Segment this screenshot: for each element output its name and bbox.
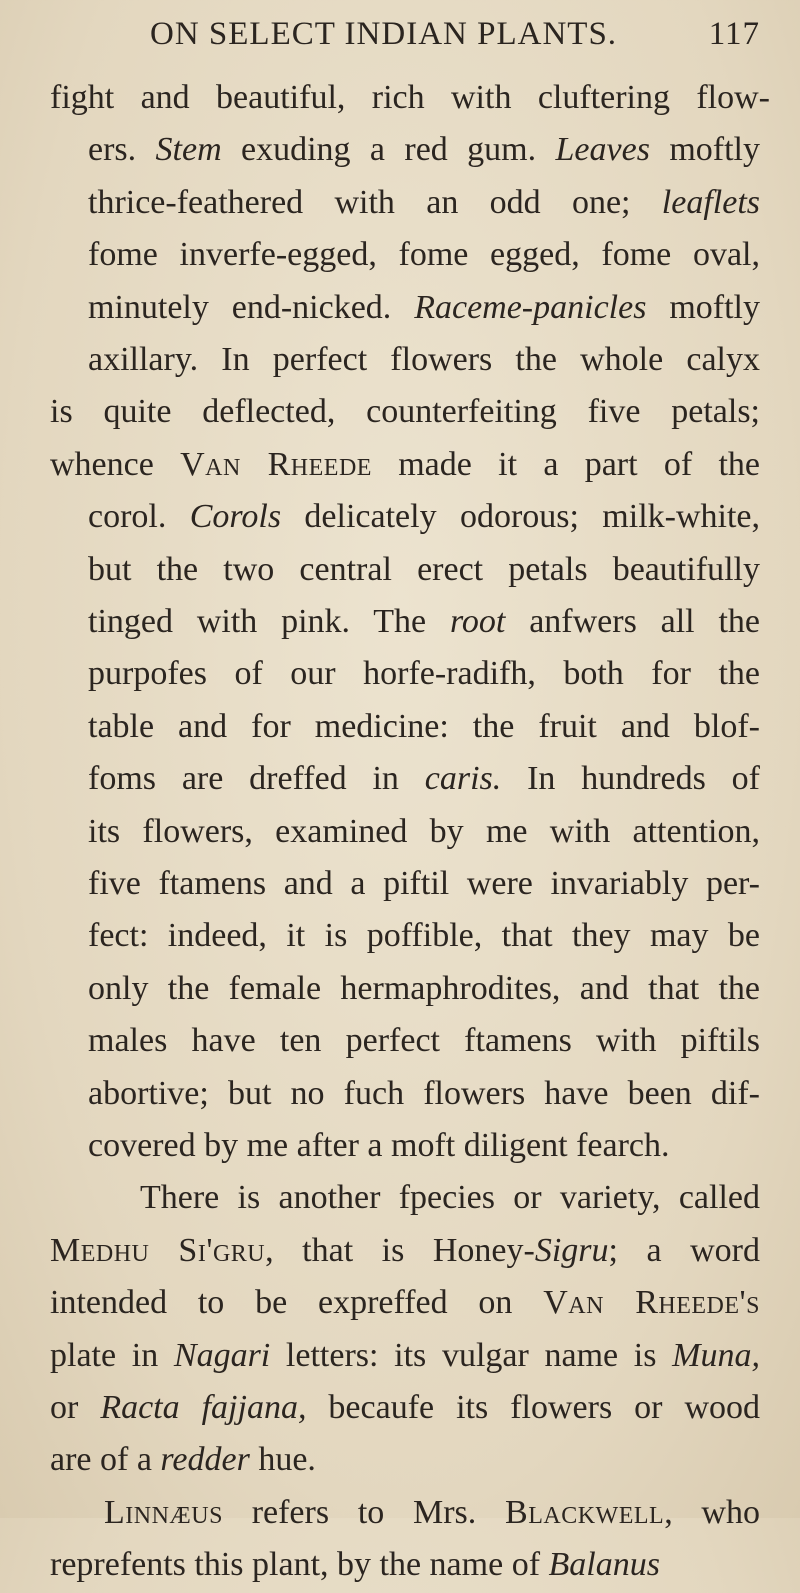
text-line bbox=[88, 280, 760, 336]
text-run: table and for medicine: the fruit and blof- bbox=[88, 707, 760, 745]
text-line bbox=[88, 699, 760, 755]
small-caps-text: Blackwell bbox=[505, 1493, 665, 1531]
text-line bbox=[88, 908, 760, 964]
text-line bbox=[88, 542, 760, 598]
text-line bbox=[88, 122, 760, 178]
text-line bbox=[50, 1380, 760, 1436]
page-number: 117 bbox=[708, 16, 760, 52]
text-run bbox=[180, 1389, 202, 1426]
text-run: ; a word bbox=[608, 1231, 760, 1269]
text-run: are of a bbox=[50, 1441, 161, 1479]
text-line bbox=[50, 1537, 760, 1593]
running-head bbox=[150, 16, 760, 60]
text-run: tinged with pink. The bbox=[88, 603, 450, 640]
italic-text: Sigru bbox=[534, 1231, 609, 1269]
text-run: whence bbox=[50, 445, 181, 483]
text-run: moftly bbox=[646, 288, 760, 326]
small-caps-text: Van Rheede bbox=[180, 445, 372, 483]
text-run: only the female hermaphrodites, and that the bbox=[88, 969, 760, 1007]
text-run: intended to be expreffed on bbox=[50, 1284, 544, 1322]
text-run: minutely end-nicked. bbox=[88, 288, 415, 326]
text-line bbox=[88, 1013, 760, 1069]
italic-text: Raceme-panicles bbox=[414, 288, 647, 326]
italic-text: redder bbox=[160, 1441, 250, 1479]
italic-text: Nagari bbox=[173, 1336, 271, 1374]
text-run: or bbox=[50, 1389, 101, 1426]
text-run: corol. bbox=[88, 498, 190, 536]
text-line bbox=[88, 175, 760, 231]
text-line bbox=[88, 856, 760, 912]
text-run: There is another fpecies or variety, called bbox=[140, 1179, 760, 1217]
text-run: fight and beautiful, rich with cluftering flow- bbox=[50, 79, 770, 116]
text-run: ers. bbox=[88, 131, 156, 169]
text-run: made it a part of the bbox=[371, 445, 760, 483]
text-run: exuding a red gum. bbox=[221, 131, 556, 169]
text-run: hue. bbox=[249, 1441, 316, 1479]
text-line bbox=[50, 70, 770, 126]
text-run: its flowers, examined by me with attention, bbox=[88, 812, 760, 850]
text-line bbox=[88, 961, 760, 1017]
italic-text: caris. bbox=[424, 760, 502, 798]
text-run: becaufe its flowers or wood bbox=[306, 1389, 761, 1426]
text-run: In hundreds of bbox=[501, 760, 761, 798]
text-run: moftly bbox=[649, 131, 760, 169]
small-caps-text: Medhu Si'gru bbox=[50, 1231, 266, 1269]
text-run: fome inverfe-egged, fome egged, fome oval, bbox=[88, 236, 760, 274]
text-line bbox=[88, 804, 760, 860]
text-run: fect: indeed, it is poffible, that they may be bbox=[88, 917, 760, 955]
text-line bbox=[140, 1170, 760, 1226]
text-run: , that is Honey- bbox=[265, 1231, 535, 1269]
italic-text: Stem bbox=[155, 131, 222, 169]
text-run: is quite deflected, counterfeiting five petals; bbox=[50, 393, 760, 431]
text-run: plate in bbox=[50, 1336, 174, 1374]
text-run: but the two central erect petals beautifully bbox=[88, 550, 760, 588]
italic-text: Corols bbox=[189, 498, 282, 536]
text-line bbox=[50, 437, 760, 493]
text-run: letters: its vulgar name is bbox=[270, 1336, 673, 1374]
text-run: anfwers all the bbox=[505, 603, 760, 640]
text-run: males have ten perfect ftamens with piftils bbox=[88, 1022, 760, 1060]
text-line bbox=[50, 1223, 760, 1279]
small-caps-text: Linnæus bbox=[104, 1493, 223, 1531]
text-run: purpofes of our horfe-radifh, both for the bbox=[88, 655, 760, 693]
italic-text: Muna, bbox=[672, 1336, 760, 1374]
text-run: abortive; but no fuch flowers have been dif- bbox=[88, 1074, 760, 1112]
text-line bbox=[50, 1275, 760, 1331]
text-run: thrice-feathered with an odd one; bbox=[88, 183, 662, 221]
small-caps-text: Van Rheede's bbox=[543, 1284, 760, 1322]
text-run: reprefents this plant, by the name of bbox=[50, 1546, 549, 1584]
italic-text: Balanus bbox=[548, 1546, 660, 1584]
text-line bbox=[104, 1485, 760, 1541]
italic-text: Leaves bbox=[555, 131, 650, 169]
italic-text: Racta bbox=[100, 1389, 180, 1426]
running-head-title: ON SELECT INDIAN PLANTS. bbox=[150, 16, 618, 52]
italic-text: leaflets bbox=[661, 183, 760, 221]
text-run: covered by me after a moft diligent fearch. bbox=[88, 1127, 670, 1164]
text-line bbox=[50, 1432, 760, 1488]
italic-text: root bbox=[449, 603, 506, 640]
text-run: delicately odorous; milk-white, bbox=[281, 498, 760, 536]
text-line bbox=[88, 594, 760, 650]
text-line bbox=[50, 1328, 760, 1384]
text-line bbox=[88, 646, 760, 702]
text-line bbox=[88, 751, 760, 807]
italic-text: fajjana, bbox=[201, 1389, 307, 1426]
text-line bbox=[88, 1066, 760, 1122]
text-line bbox=[50, 384, 760, 440]
text-line bbox=[88, 227, 760, 283]
text-line bbox=[88, 332, 760, 388]
text-run: refers to Mrs. bbox=[222, 1493, 506, 1531]
text-run: foms are dreffed in bbox=[88, 760, 425, 798]
text-run: , who bbox=[664, 1493, 760, 1531]
text-line bbox=[88, 489, 760, 545]
text-line bbox=[88, 1118, 760, 1174]
text-run: five ftamens and a piftil were invariably per- bbox=[88, 865, 760, 902]
text-run: axillary. In perfect flowers the whole calyx bbox=[88, 341, 760, 378]
